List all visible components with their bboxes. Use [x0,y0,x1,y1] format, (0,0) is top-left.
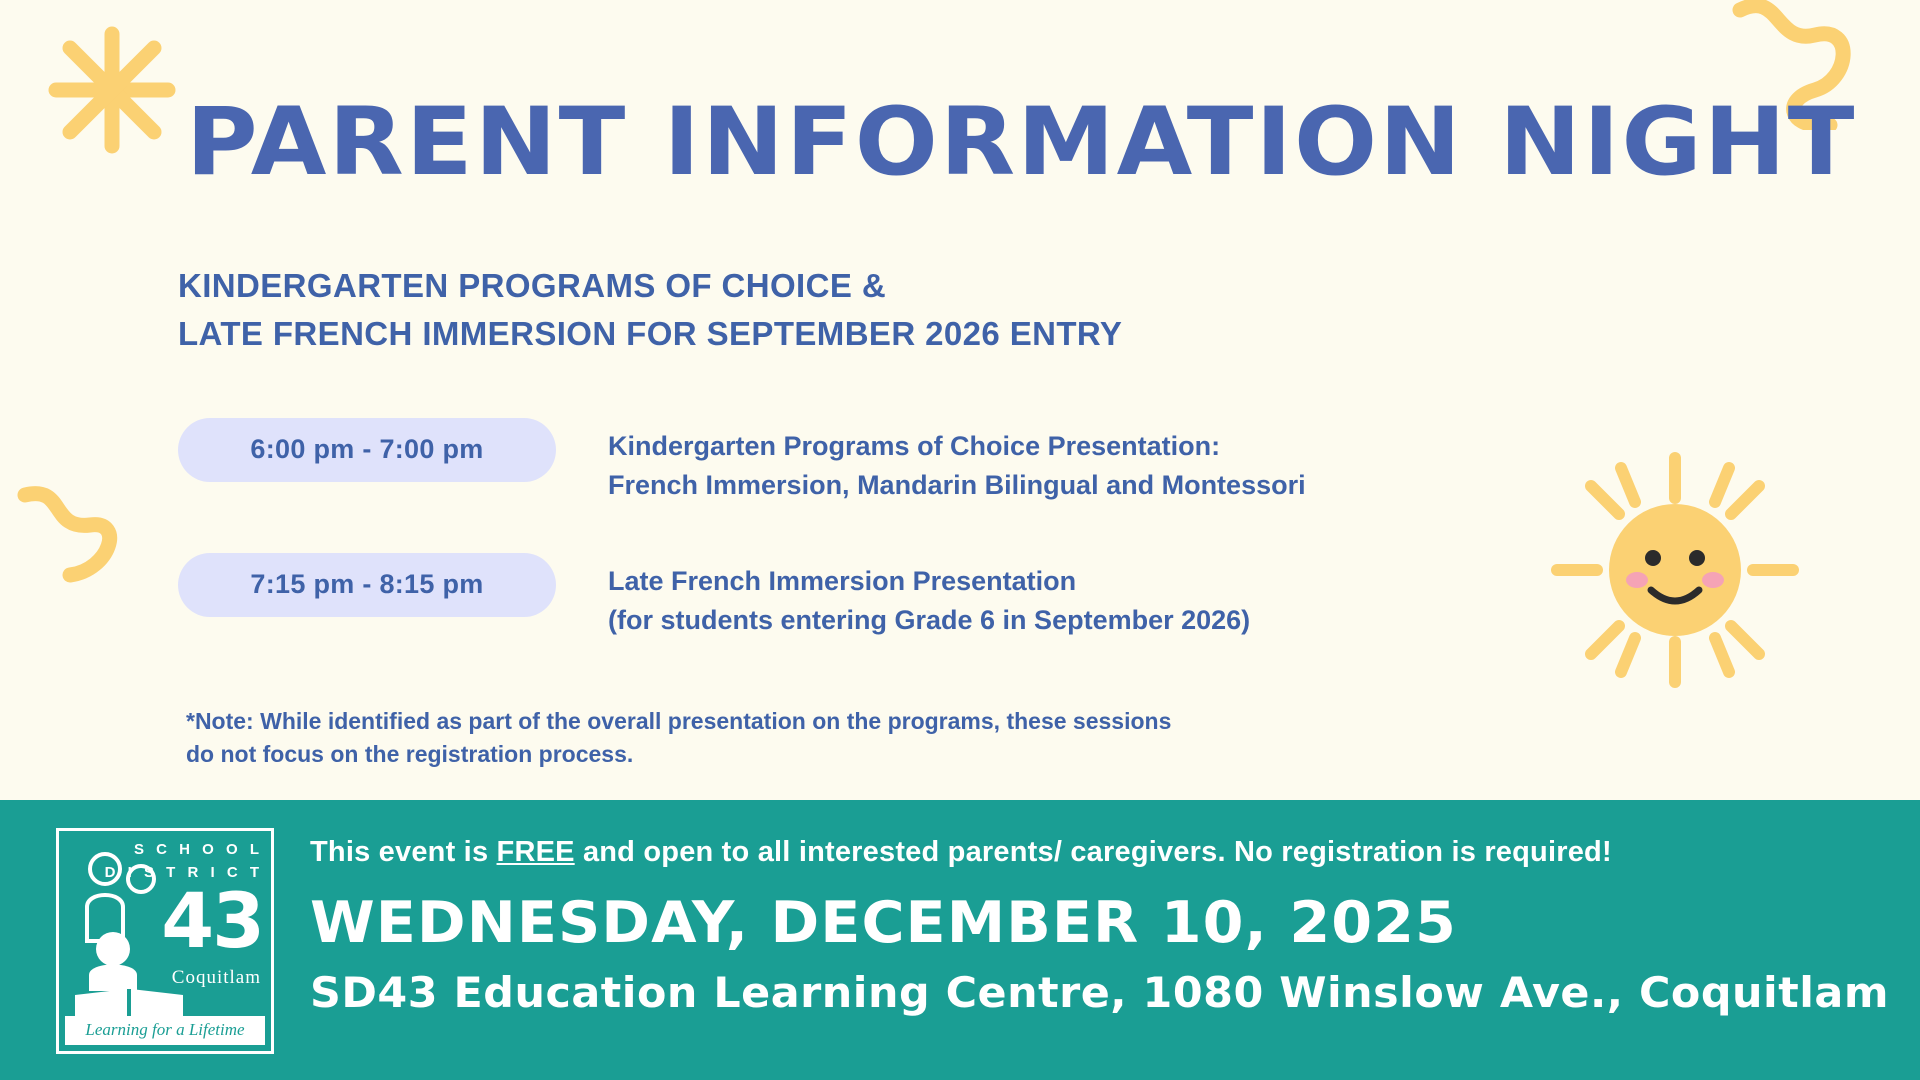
logo-tagline: Learning for a Lifetime [65,1016,265,1045]
page-title: PARENT INFORMATION NIGHT [186,88,1857,197]
session-title: Late French Immersion Presentation [608,566,1077,597]
free-text-before: This event is [310,836,497,868]
footer-banner [0,800,1920,1080]
session-detail: (for students entering Grade 6 in September 2026) [608,605,1251,636]
logo-city: Coquitlam [171,967,261,988]
schedule-row [178,418,1578,505]
note-line-1: *Note: While identified as part of the overall presentation on the programs, these sessions [186,708,1172,734]
logo-district-word: D I S T R I C T [104,863,263,881]
star-burst-icon [42,20,182,160]
subtitle-line-2: LATE FRENCH IMMERSION FOR SEPTEMBER 2026 ENTRY [178,314,1123,352]
free-keyword: FREE [496,836,575,868]
logo-school-word: S C H O O L [133,841,263,858]
schedule-row [178,553,1578,640]
schedule-list [178,418,1578,689]
free-text-after: and open to all interested parents/ caregivers. No registration is required! [574,836,1612,868]
session-detail: French Immersion, Mandarin Bilingual and Montessori [608,470,1306,501]
time-badge: 6:00 pm - 7:00 pm [178,418,556,482]
sd43-logo [56,828,274,1054]
event-date: WEDNESDAY, DECEMBER 10, 2025 [310,890,1457,956]
logo-number: 43 [161,876,263,965]
session-title: Kindergarten Programs of Choice Presentation: [608,431,1221,461]
note-text [186,705,1171,770]
note-line-2: do not focus on the registration process. [186,740,634,767]
subtitle [178,262,1122,358]
session-description [556,418,1306,505]
session-description [556,553,1250,640]
free-event-text [310,836,1612,869]
event-location: SD43 Education Learning Centre, 1080 Winslow Ave., Coquitlam [310,968,1889,1017]
subtitle-line-1: KINDERGARTEN PROGRAMS OF CHOICE & [178,267,887,304]
time-badge: 7:15 pm - 8:15 pm [178,553,556,617]
squiggle-icon [10,480,140,600]
